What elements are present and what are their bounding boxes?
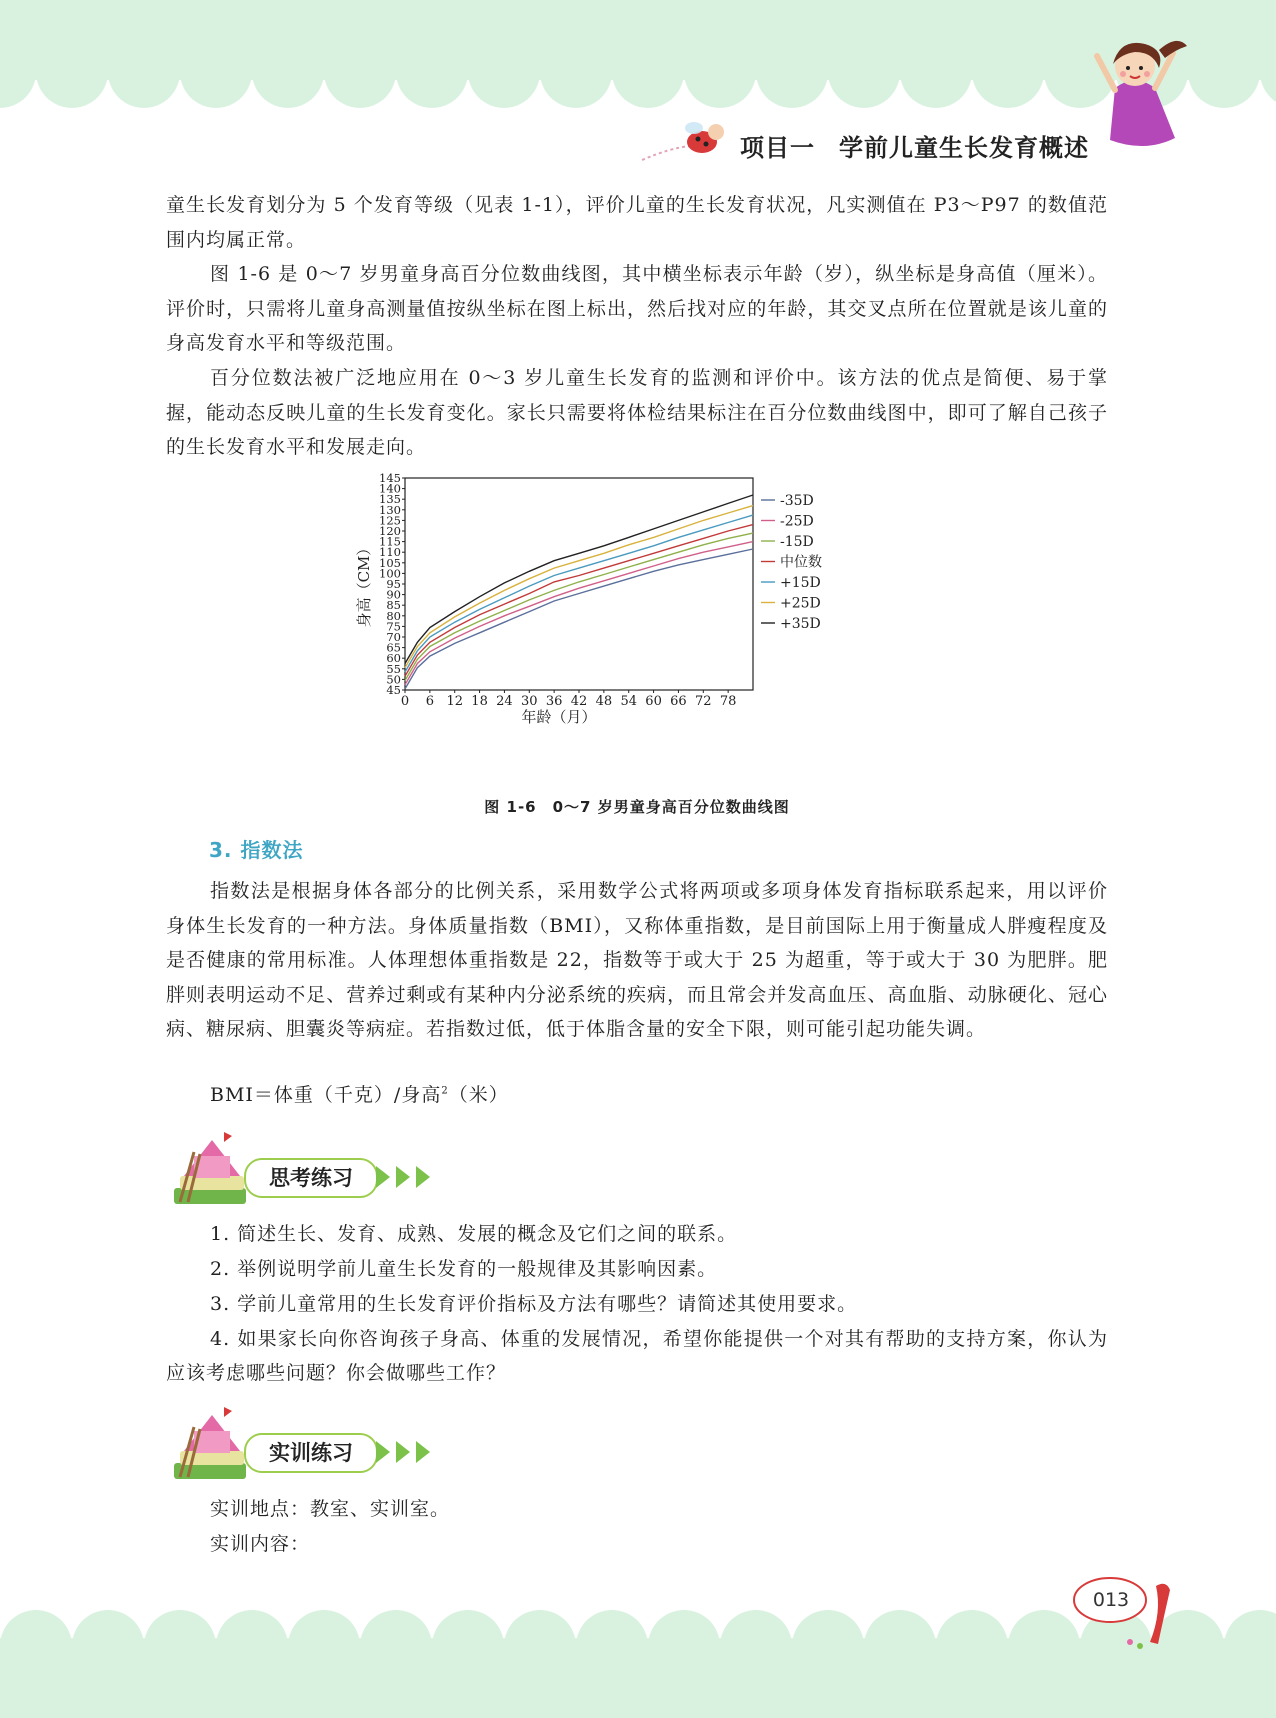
y-tick-label: 75 bbox=[386, 619, 401, 634]
legend-label: +25D bbox=[780, 595, 821, 612]
y-tick-label: 145 bbox=[379, 471, 401, 485]
y-tick-label: 110 bbox=[379, 545, 401, 560]
y-tick-label: 140 bbox=[379, 481, 401, 496]
x-tick-label: 36 bbox=[545, 694, 563, 709]
x-tick-label: 18 bbox=[471, 694, 488, 709]
series-line bbox=[405, 542, 753, 685]
x-tick-label: 72 bbox=[695, 694, 712, 709]
y-tick-label: 45 bbox=[386, 683, 401, 697]
paragraph-1: 童生长发育划分为 5 个发育等级（见表 1-1），评价儿童的生长发育状况，凡实测值在 P3～P97 的数值范围内均属正常。 bbox=[166, 194, 1108, 251]
training-content: 实训内容： bbox=[210, 1533, 311, 1555]
x-tick-label: 0 bbox=[400, 694, 410, 709]
x-tick-label: 60 bbox=[645, 694, 662, 709]
exercise-item-2: 2. 举例说明学前儿童生长发育的一般规律及其影响因素。 bbox=[210, 1258, 718, 1280]
book-house-icon bbox=[166, 1130, 256, 1210]
x-tick-label: 48 bbox=[595, 694, 613, 709]
training-banner-label: 实训练习 bbox=[244, 1433, 378, 1473]
header-title: 项目一 学前儿童生长发育概述 bbox=[740, 134, 1089, 162]
x-tick-label: 6 bbox=[425, 694, 434, 709]
legend-label: -25D bbox=[780, 513, 814, 530]
y-tick-label: 65 bbox=[386, 640, 401, 655]
x-tick-label: 24 bbox=[496, 694, 513, 709]
x-tick-label: 54 bbox=[620, 694, 637, 709]
y-tick-label: 105 bbox=[379, 555, 401, 570]
y-axis-label: 身高（CM） bbox=[355, 540, 373, 628]
page-number: 013 bbox=[1092, 1589, 1130, 1611]
triple-arrow-icon bbox=[372, 1437, 442, 1467]
section-heading-index-method: 3. 指数法 bbox=[209, 838, 304, 862]
y-tick-label: 125 bbox=[379, 513, 401, 528]
x-tick-label: 42 bbox=[570, 694, 588, 709]
series-line bbox=[405, 533, 753, 680]
ladybug-icon bbox=[640, 110, 730, 170]
y-tick-label: 70 bbox=[386, 630, 401, 644]
legend-label: -15D bbox=[780, 534, 814, 550]
x-axis-label: 年龄（月） bbox=[521, 708, 597, 726]
exercise-item-4: 4. 如果家长向你咨询孩子身高、体重的发展情况，希望你能提供一个对其有帮助的支持方案，你认为应该考虑哪些问题？你会做哪些工作？ bbox=[166, 1328, 1108, 1384]
paragraph-3: 百分位数法被广泛地应用在 0～3 岁儿童生长发育的监测和评价中。该方法的优点是简便、易于掌握，能动态反映儿童的生长发育变化。家长只需要将体检结果标注在百分位数曲线图中，即可了解自己孩子的生长发育水平和发展走向。 bbox=[166, 367, 1108, 458]
y-tick-label: 120 bbox=[379, 524, 401, 538]
x-tick-label: 30 bbox=[521, 694, 538, 709]
exercise-item-1: 1. 简述生长、发育、成熟、发展的概念及它们之间的联系。 bbox=[210, 1223, 738, 1245]
series-line bbox=[405, 495, 753, 664]
legend-label: +15D bbox=[780, 575, 821, 591]
page-header bbox=[640, 118, 1100, 168]
height-percentile-chart bbox=[355, 470, 915, 790]
training-location: 实训地点：教室、实训室。 bbox=[210, 1498, 451, 1520]
y-tick-label: 115 bbox=[379, 534, 401, 549]
plot-area-frame bbox=[405, 478, 753, 690]
y-tick-label: 90 bbox=[386, 587, 401, 602]
y-tick-label: 60 bbox=[386, 651, 401, 666]
x-tick-label: 66 bbox=[670, 694, 687, 709]
y-tick-label: 85 bbox=[386, 598, 401, 613]
bmi-formula: BMI＝体重（千克）/身高$^2$（米） bbox=[210, 1084, 509, 1106]
y-tick-label: 135 bbox=[379, 492, 401, 507]
exercise-item-3: 3. 学前儿童常用的生长发育评价指标及方法有哪些？请简述其使用要求。 bbox=[210, 1293, 858, 1315]
figure-caption: 图 1-6 0～7 岁男童身高百分位数曲线图 bbox=[484, 798, 790, 816]
x-tick-label: 12 bbox=[446, 694, 463, 709]
y-tick-label: 80 bbox=[386, 608, 401, 623]
book-house-icon bbox=[166, 1405, 256, 1485]
triple-arrow-icon bbox=[372, 1162, 442, 1192]
y-tick-label: 50 bbox=[386, 672, 401, 687]
y-tick-label: 55 bbox=[386, 661, 401, 676]
series-line bbox=[405, 525, 753, 677]
exercise-banner-label: 思考练习 bbox=[244, 1158, 378, 1198]
y-tick-label: 100 bbox=[379, 566, 401, 581]
legend-label: +35D bbox=[780, 616, 821, 632]
series-line bbox=[405, 506, 753, 668]
training-banner bbox=[166, 1405, 446, 1485]
exercise-banner bbox=[166, 1130, 446, 1210]
series-line bbox=[405, 549, 753, 689]
paragraph-4: 指数法是根据身体各部分的比例关系，采用数学公式将两项或多项身体发育指标联系起来，用以评价身体生长发育的一种方法。身体质量指数（BMI），又称体重指数，是目前国际上用于衡量成人胖瘦程度及是否健康的常用标准。人体理想体重指数是 22，指数等于或大于 25 为超重，等于或大于 30 为肥胖。肥胖则表明运动不足、营养过剩或有某种内分泌系统的疾病，而且常会并发高血压、高血脂、动脉硬化、冠心病、糖尿病、胆囊炎等病症。若指数过低，低于体脂含量的安全下限，则可能引起功能失调。 bbox=[166, 880, 1108, 1040]
x-tick-label: 78 bbox=[719, 694, 737, 709]
paragraph-2: 图 1-6 是 0～7 岁男童身高百分位数曲线图，其中横坐标表示年龄（岁），纵坐标是身高值（厘米）。评价时，只需将儿童身高测量值按纵坐标在图上标出，然后找对应的年龄，其交叉点所在位置就是该儿童的身高发育水平和等级范围。 bbox=[166, 263, 1108, 354]
y-tick-label: 130 bbox=[379, 502, 401, 517]
y-tick-label: 95 bbox=[386, 577, 401, 591]
legend-label: 中位数 bbox=[780, 554, 822, 571]
legend-label: -35D bbox=[780, 493, 814, 509]
